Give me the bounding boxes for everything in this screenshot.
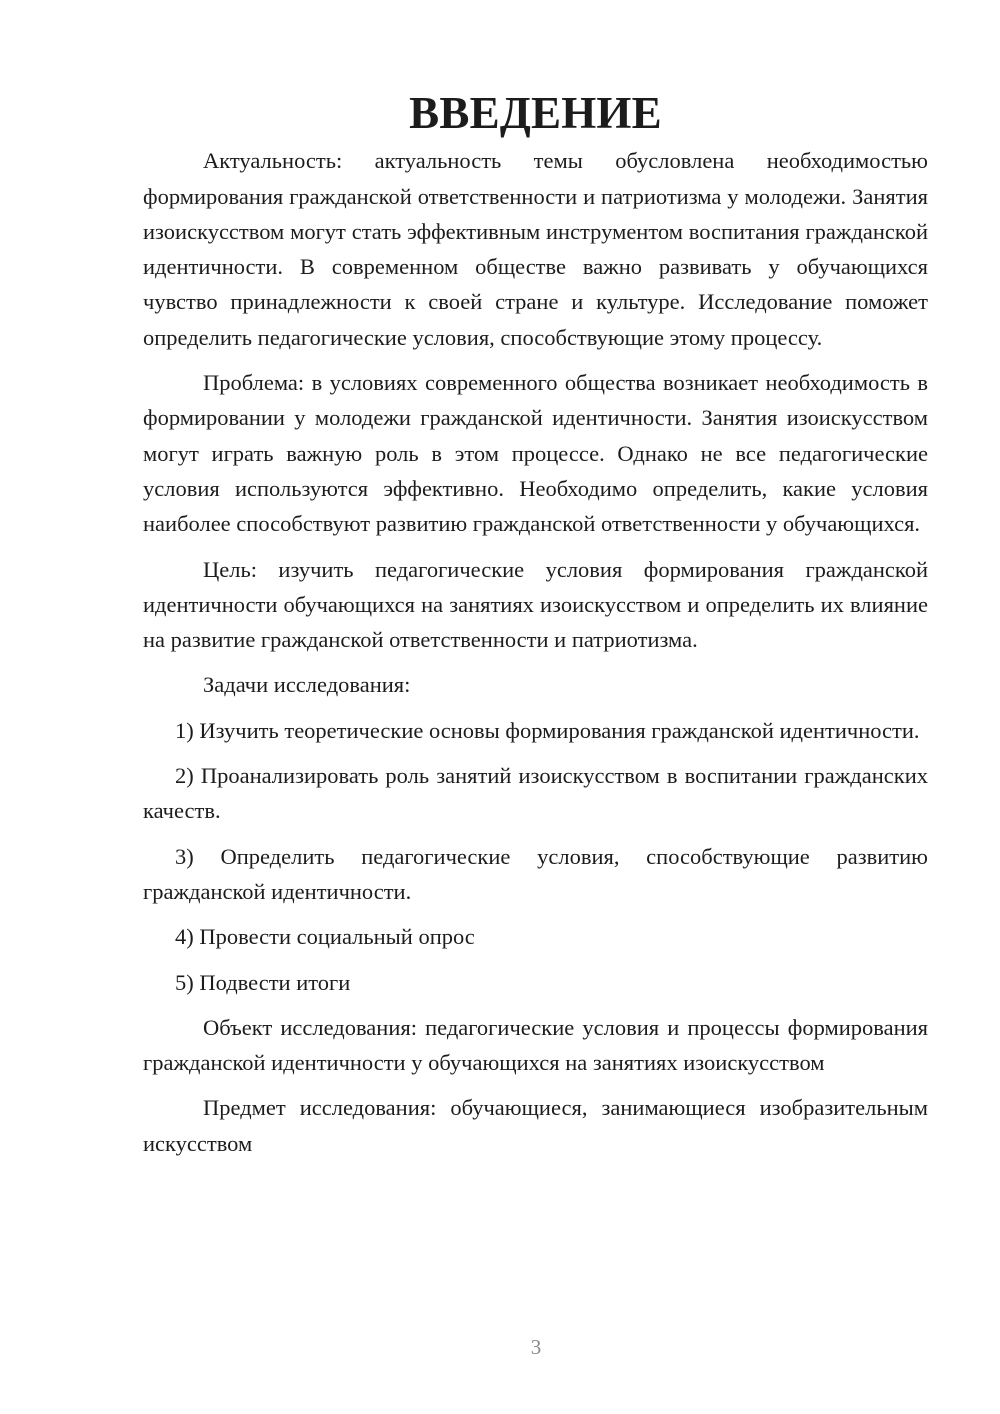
- goal-paragraph: Цель: изучить педагогические условия формирования гражданской идентичности обучающихся на занятиях изоискусством и определить их влияние на развитие гражданской ответственности и патриотизма.: [143, 556, 928, 653]
- relevance-paragraph: Актуальность: актуальность темы обусловлена необходимостью формирования гражданской ответственности и патриотизма у молодежи. Занятия изоискусством могут стать эффективным инструментом воспитания гражданской идентичности. В современном обществе важно развивать у обучающихся чувство принадлежности к своей стране и культуре. Исследование поможет определить педагогические условия, способствующие этому процессу.: [143, 148, 928, 350]
- subject-paragraph: Предмет исследования: обучающиеся, занимающиеся изобразительным искусством: [143, 1095, 928, 1156]
- task-item: 2) Проанализировать роль занятий изоискусством в воспитании гражданских качеств.: [143, 763, 928, 824]
- task-item: 1) Изучить теоретические основы формирования гражданской идентичности.: [175, 717, 920, 743]
- task-item: 3) Определить педагогические условия, способствующие развитию гражданской идентичности.: [143, 843, 928, 904]
- object-paragraph: Объект исследования: педагогические условия и процессы формирования гражданской идентичности у обучающихся на занятиях изоискусством: [143, 1014, 928, 1076]
- tasks-list: [143, 713, 928, 1000]
- problem-paragraph: Проблема: в условиях современного общества возникает необходимость в формировании у молодежи гражданской идентичности. Занятия изоискусством могут играть важную роль в этом процессе. Однако не все педагогические условия используются эффективно. Необходимо определить, какие условия наиболее способствуют развитию гражданской ответственности у обучающихся.: [143, 370, 928, 537]
- document-content: [143, 88, 928, 1171]
- task-item: 4) Провести социальный опрос: [175, 924, 475, 950]
- task-item: 5) Подвести итоги: [175, 969, 351, 995]
- page-title: ВВЕДЕНИЕ: [409, 88, 662, 138]
- tasks-heading: Задачи исследования:: [203, 672, 411, 698]
- page-number: 3: [530, 1335, 542, 1359]
